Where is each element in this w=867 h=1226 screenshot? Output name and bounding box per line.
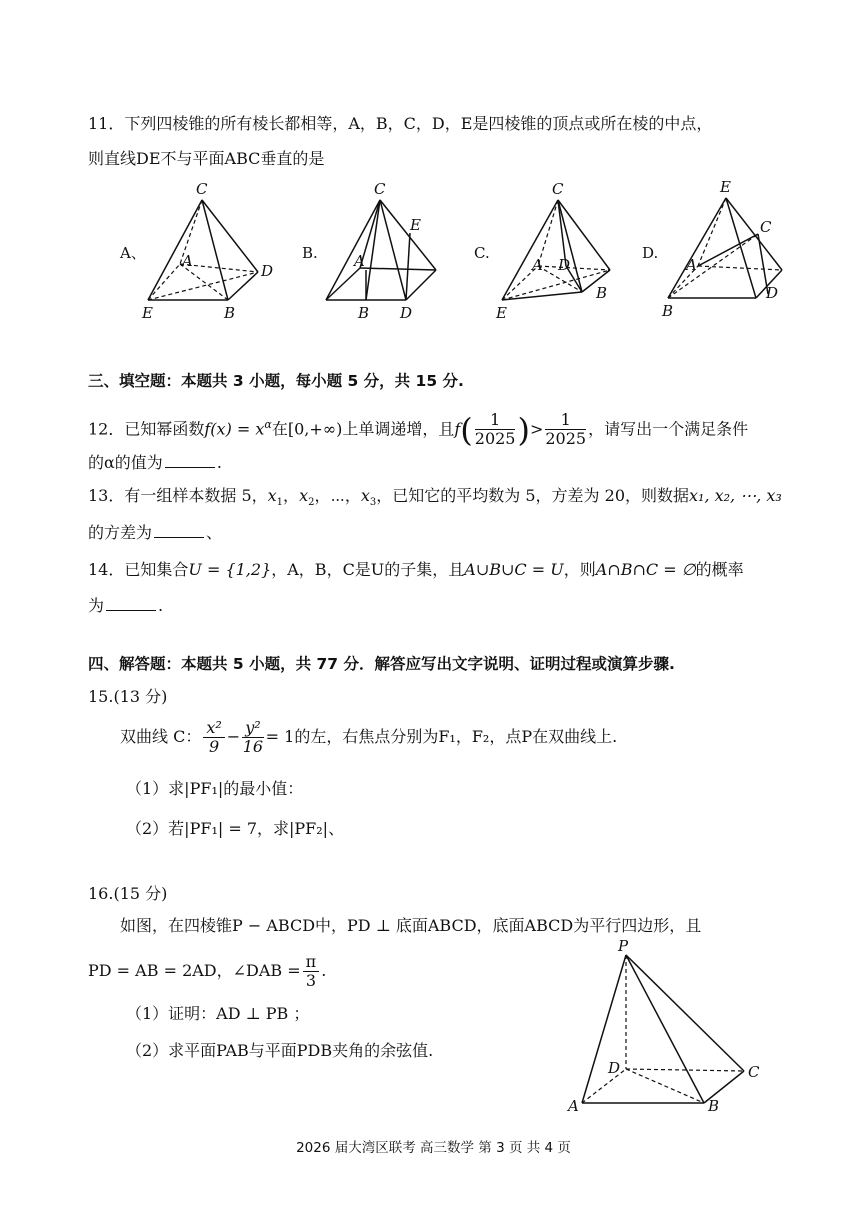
q16-line1: 如图，在四棱锥P − ABCD中，PD ⊥ 底面ABCD，底面ABCD为平行四边形，且 <box>120 916 702 935</box>
point-label: A <box>568 1097 579 1115</box>
point-label: A <box>532 256 543 274</box>
q13-line1: 13．有一组样本数据 5，$x_1$，$x_2$，⋯，$x_3$，已知它的平均数为 5，方差为 20，则数据x₁, x₂, ⋯, x₃ <box>88 486 782 509</box>
point-label: C <box>552 180 564 198</box>
point-label: D <box>400 304 413 322</box>
q16-number: 16.(15 分) <box>88 884 168 903</box>
q12-func: f(x) = x <box>204 419 265 439</box>
q12-prefix: 12．已知幂函数 <box>88 419 205 439</box>
q15-part1: （1）求|PF₁|的最小值： <box>126 779 304 798</box>
q12-mid2: 上单调递增，且 <box>342 419 455 439</box>
q14-line2: 为 . <box>88 596 164 615</box>
point-label: D <box>608 1059 621 1077</box>
q11-option-d-figure <box>640 178 810 328</box>
point-label: A <box>354 252 365 270</box>
q14-line1: 14．已知集合U = {1,2}，A，B，C是U的子集，且A∪B∪C = U，则A∩B∩C = ∅的概率 <box>88 560 744 579</box>
point-label: B <box>224 304 236 322</box>
q12-mid: 在 <box>271 419 288 439</box>
q11-stem-line1: 11．下列四棱锥的所有棱长都相等，A，B，C，D，E是四棱锥的顶点或所在棱的中点， <box>88 114 713 133</box>
point-label: D <box>261 262 274 280</box>
q12-interval: [0,+∞) <box>287 419 343 439</box>
option-a-label: A、 <box>120 244 146 262</box>
point-label: B <box>662 302 674 320</box>
answer-blank[interactable] <box>106 596 156 611</box>
q12-alpha: α <box>264 418 272 431</box>
point-label: B <box>708 1097 720 1115</box>
option-c-label: C. <box>474 244 490 262</box>
answer-blank[interactable] <box>165 453 215 468</box>
q15-part2: （2）若|PF₁| = 7，求|PF₂|、 <box>126 819 345 838</box>
q11-option-b-figure <box>300 178 450 328</box>
q11-stem-line2: 则直线DE不与平面ABC垂直的是 <box>88 149 325 168</box>
point-label: D <box>558 256 571 274</box>
q12-suffix: ，请写出一个满足条件 <box>588 419 749 439</box>
answer-blank[interactable] <box>154 523 204 538</box>
point-label: D <box>766 284 779 302</box>
q12-frac-right: $\frac{1}{2025}$ <box>545 410 587 449</box>
page-footer: 2026 届大湾区联考 高三数学 第 3 页 共 4 页 <box>296 1140 571 1156</box>
option-b-label: B. <box>302 244 318 262</box>
section3-heading: 三、填空题：本题共 3 小题，每小题 5 分，共 15 分. <box>88 372 464 390</box>
q16-part2: （2）求平面PAB与平面PDB夹角的余弦值. <box>126 1041 434 1060</box>
point-label: E <box>410 216 421 234</box>
q12-line2: 的α的值为 . <box>88 453 222 472</box>
q16-pyramid-figure <box>560 935 780 1120</box>
point-label: C <box>196 180 208 198</box>
q13-line2: 的方差为 、 <box>88 523 223 542</box>
q11-option-c-figure <box>472 178 632 328</box>
point-label: A <box>686 256 697 274</box>
point-label: C <box>748 1063 760 1081</box>
q16-part1: （1）证明：AD ⊥ PB ； <box>126 1004 310 1023</box>
point-label: B <box>358 304 370 322</box>
point-label: E <box>720 178 731 196</box>
q15-stem: 双曲线 C： $\frac{\text{x²}}{9}$ − $\frac{\text{y²}}{16}$ = 1的左，右焦点分别为F₁，F₂，点P在双曲线上. <box>120 718 618 756</box>
option-d-label: D. <box>642 244 659 262</box>
paren-left: ( <box>460 410 473 449</box>
q12-gt: > <box>529 419 544 439</box>
q12-frac-left: $\frac{1}{2025}$ <box>474 410 516 449</box>
point-label: C <box>760 218 772 236</box>
point-label: E <box>142 304 153 322</box>
point-label: C <box>374 180 386 198</box>
point-label: E <box>496 304 507 322</box>
paren-right: ) <box>517 410 530 449</box>
point-label: P <box>618 937 629 955</box>
point-label: B <box>596 284 608 302</box>
section4-heading: 四、解答题：本题共 5 小题，共 77 分．解答应写出文字说明、证明过程或演算步骤. <box>88 655 675 673</box>
q16-line2: PD = AB = 2AD，∠DAB = $\frac{\pi}{3}$ . <box>88 952 327 990</box>
q11-option-a-figure <box>118 178 288 328</box>
q12-line1 <box>88 405 748 450</box>
q15-number: 15.(13 分) <box>88 687 168 706</box>
q12-f: f <box>454 419 461 439</box>
point-label: A <box>182 252 193 270</box>
